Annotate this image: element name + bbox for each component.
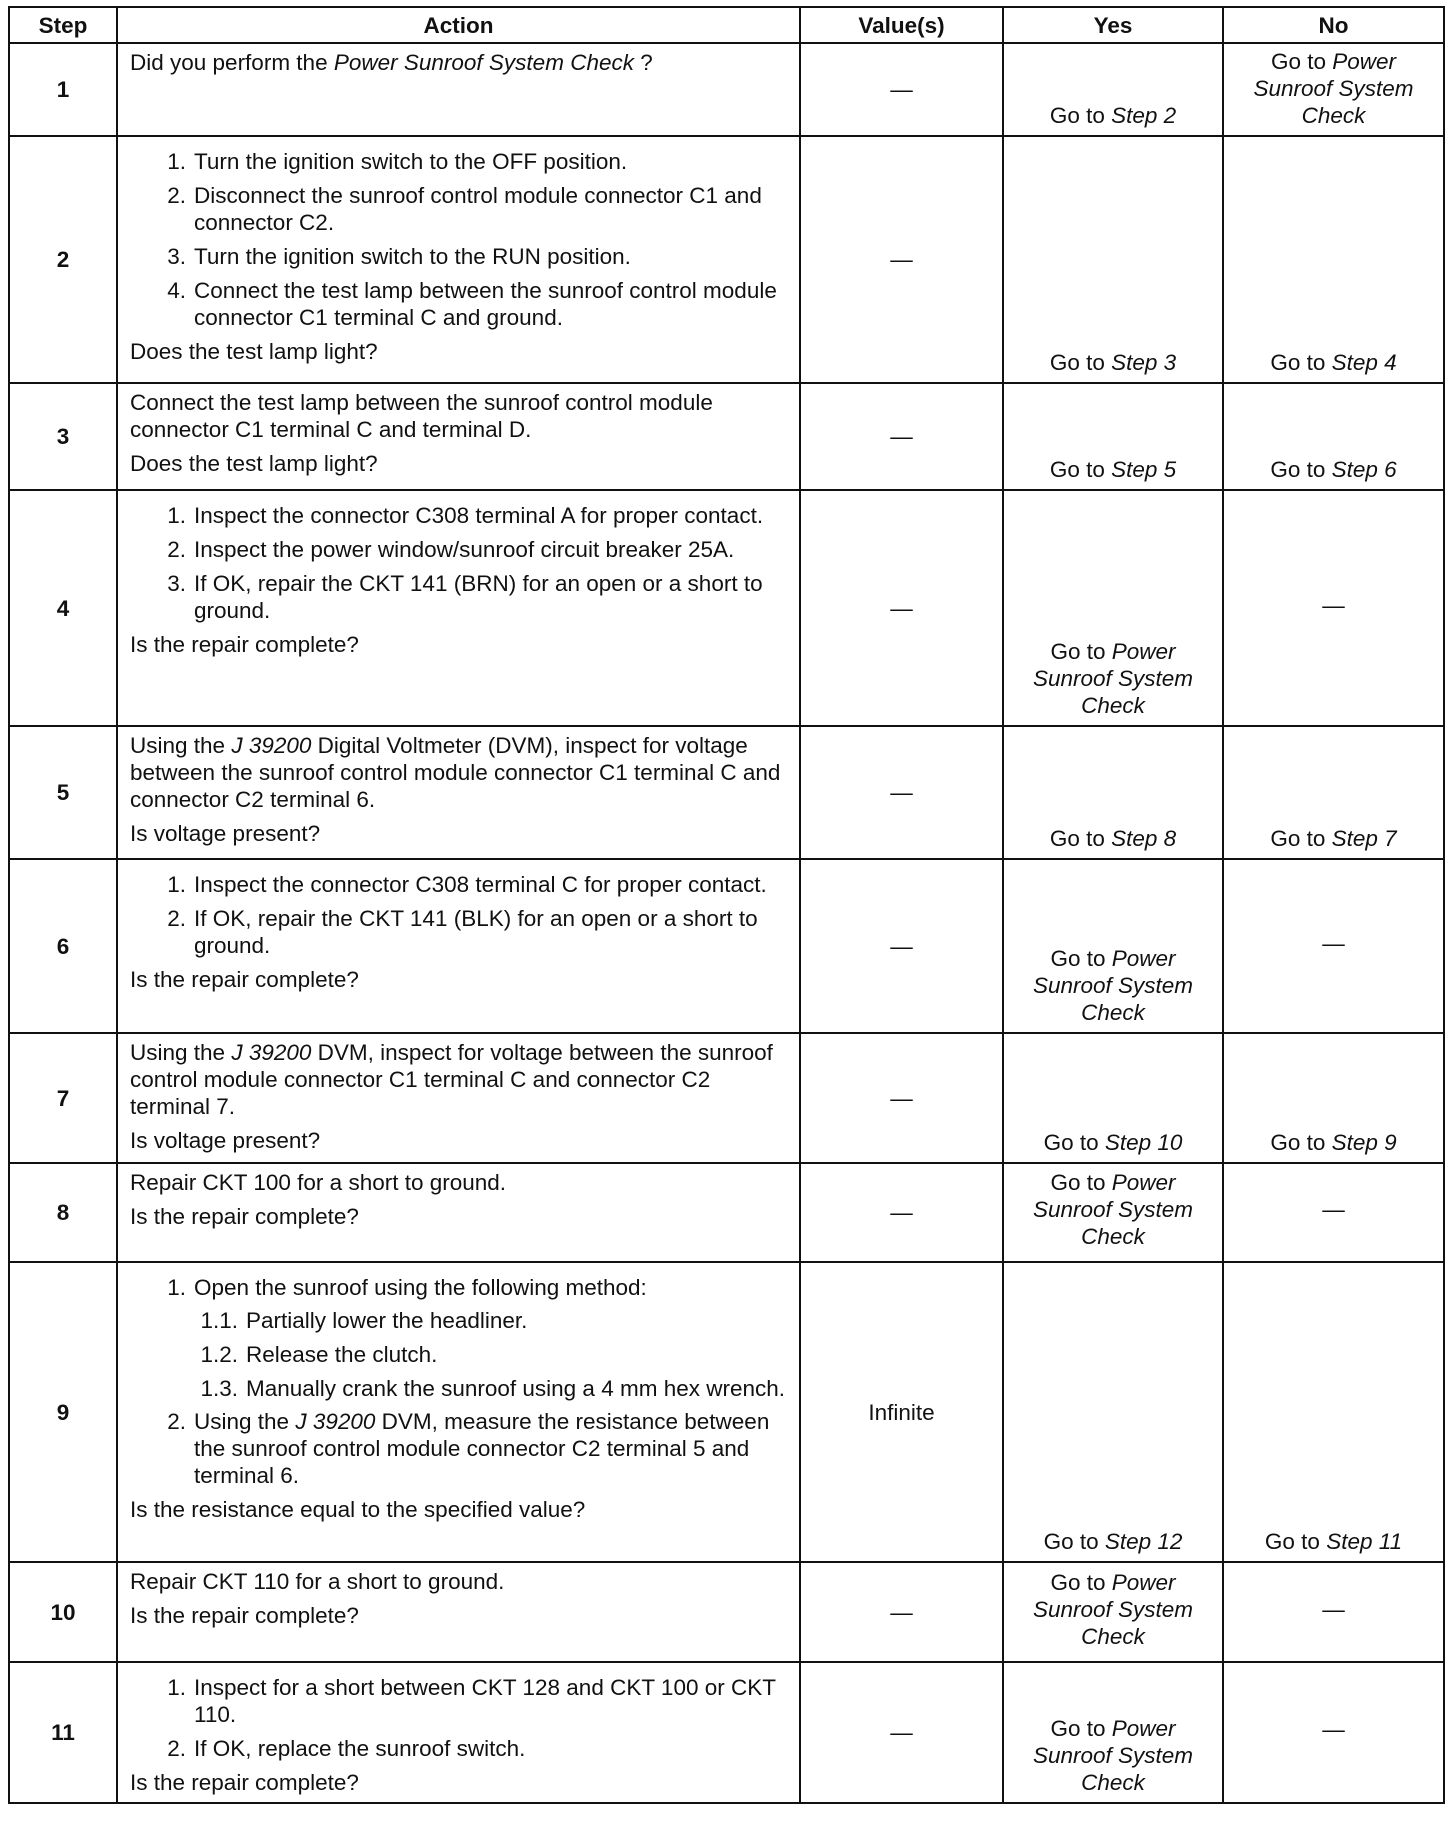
value-cell: — [800,43,1003,136]
no-cell: — [1223,1662,1444,1803]
action-list [130,1674,789,1762]
action-cell [117,859,800,1033]
action-list [130,871,789,959]
no-cell: — [1223,490,1444,726]
value-cell: — [800,1562,1003,1662]
header-row [9,7,1444,43]
yes-cell: Go to Step 5 [1003,383,1223,490]
action-cell [117,1662,800,1803]
list-item: 1. Turn the ignition switch to the OFF position. [167,149,628,174]
table-row [9,43,1444,136]
table-row [9,1262,1444,1562]
yes-cell: Go to Power Sunroof System Check [1003,859,1223,1033]
value-cell: — [800,383,1003,490]
action-question: Is voltage present? [130,1128,321,1153]
step-number: 10 [9,1562,117,1662]
list-item: 1. Open the sunroof using the following method: [167,1275,647,1300]
action-cell [117,726,800,859]
action-text: Repair CKT 100 for a short to ground. [130,1170,507,1195]
action-text: Did you perform the Power Sunroof System Check ? [130,50,653,75]
yes-cell: Go to Step 8 [1003,726,1223,859]
action-cell [117,383,800,490]
list-item: 2. Inspect the power window/sunroof circuit breaker 25A. [167,537,735,562]
list-item: 1.2. Release the clutch. [200,1342,438,1367]
yes-cell: Go to Step 10 [1003,1033,1223,1163]
action-list [130,148,789,331]
list-item: 2. Using the J 39200 DVM, measure the resistance between the sunroof control module connector C2 terminal 5 and terminal 6. [167,1409,770,1488]
header-yes: Yes [1003,7,1223,43]
value-cell: Infinite [800,1262,1003,1562]
action-list [130,1408,789,1489]
action-question: Is the repair complete? [130,632,359,657]
action-question: Is the repair complete? [130,1204,359,1229]
list-item: 3. If OK, repair the CKT 141 (BRN) for an open or a short to ground. [167,571,763,623]
yes-cell: Go to Step 3 [1003,136,1223,383]
header-action: Action [117,7,800,43]
table-row [9,1562,1444,1662]
no-cell: — [1223,1163,1444,1262]
list-item: 1.3. Manually crank the sunroof using a 4 mm hex wrench. [200,1376,786,1401]
value-cell: — [800,1033,1003,1163]
action-question: Does the test lamp light? [130,339,378,364]
yes-cell: Go to Power Sunroof System Check [1003,1562,1223,1662]
yes-cell: Go to Power Sunroof System Check [1003,1662,1223,1803]
action-cell [117,1163,800,1262]
action-cell [117,1262,800,1562]
step-number: 8 [9,1163,117,1262]
step-number: 7 [9,1033,117,1163]
action-list [130,502,789,624]
table-row [9,1662,1444,1803]
diagnostic-table-container [8,6,1443,1804]
list-item: 1.1. Partially lower the headliner. [200,1308,528,1333]
action-question: Is the repair complete? [130,1770,359,1795]
no-cell: — [1223,1562,1444,1662]
action-cell [117,1562,800,1662]
table-row [9,726,1444,859]
table-row [9,136,1444,383]
action-cell [117,43,800,136]
value-cell: — [800,1662,1003,1803]
header-no: No [1223,7,1444,43]
action-text: Using the J 39200 Digital Voltmeter (DVM), inspect for voltage between the sunroof control module connector C1 terminal C and connector C2 terminal 6. [130,733,781,812]
list-item: 2. If OK, replace the sunroof switch. [167,1736,526,1761]
action-text: Using the J 39200 DVM, inspect for voltage between the sunroof control module connector C1 terminal C and connector C2 terminal 7. [130,1040,773,1119]
no-cell: Go to Step 7 [1223,726,1444,859]
step-number: 1 [9,43,117,136]
list-item: 4. Connect the test lamp between the sunroof control module connector C1 terminal C and ground. [167,278,777,330]
header-values: Value(s) [800,7,1003,43]
no-cell: Go to Step 9 [1223,1033,1444,1163]
table-row [9,383,1444,490]
step-number: 4 [9,490,117,726]
table-row [9,859,1444,1033]
no-cell: — [1223,859,1444,1033]
action-cell [117,490,800,726]
action-question: Does the test lamp light? [130,451,378,476]
no-cell: Go to Step 4 [1223,136,1444,383]
action-text: Repair CKT 110 for a short to ground. [130,1569,505,1594]
list-item: 3. Turn the ignition switch to the RUN position. [167,244,631,269]
step-number: 9 [9,1262,117,1562]
diagnostic-table [8,6,1445,1804]
no-cell: Go to Step 11 [1223,1262,1444,1562]
action-question: Is the repair complete? [130,1603,359,1628]
action-question: Is the repair complete? [130,967,359,992]
list-item: 2. If OK, repair the CKT 141 (BLK) for an open or a short to ground. [167,906,758,958]
header-step: Step [9,7,117,43]
step-number: 2 [9,136,117,383]
yes-cell: Go to Step 12 [1003,1262,1223,1562]
table-row [9,490,1444,726]
yes-cell: Go to Power Sunroof System Check [1003,490,1223,726]
action-sublist [130,1307,789,1402]
action-question: Is the resistance equal to the specified value? [130,1497,586,1522]
value-cell: — [800,726,1003,859]
value-cell: — [800,490,1003,726]
list-item: 2. Disconnect the sunroof control module connector C1 and connector C2. [167,183,762,235]
action-cell [117,1033,800,1163]
list-item: 1. Inspect the connector C308 terminal A for proper contact. [167,503,764,528]
value-cell: — [800,859,1003,1033]
action-cell [117,136,800,383]
step-number: 5 [9,726,117,859]
list-item: 1. Inspect the connector C308 terminal C for proper contact. [167,872,767,897]
action-text: Connect the test lamp between the sunroof control module connector C1 terminal C and terminal D. [130,390,713,442]
yes-cell: Go to Power Sunroof System Check [1003,1163,1223,1262]
action-question: Is voltage present? [130,821,321,846]
step-number: 11 [9,1662,117,1803]
table-row [9,1163,1444,1262]
value-cell: — [800,136,1003,383]
action-list [130,1274,789,1301]
no-cell: Go to Step 6 [1223,383,1444,490]
list-item: 1. Inspect for a short between CKT 128 and CKT 100 or CKT 110. [167,1675,776,1727]
table-row [9,1033,1444,1163]
no-cell: Go to Power Sunroof System Check [1223,43,1444,136]
step-number: 6 [9,859,117,1033]
yes-cell: Go to Step 2 [1003,43,1223,136]
value-cell: — [800,1163,1003,1262]
step-number: 3 [9,383,117,490]
